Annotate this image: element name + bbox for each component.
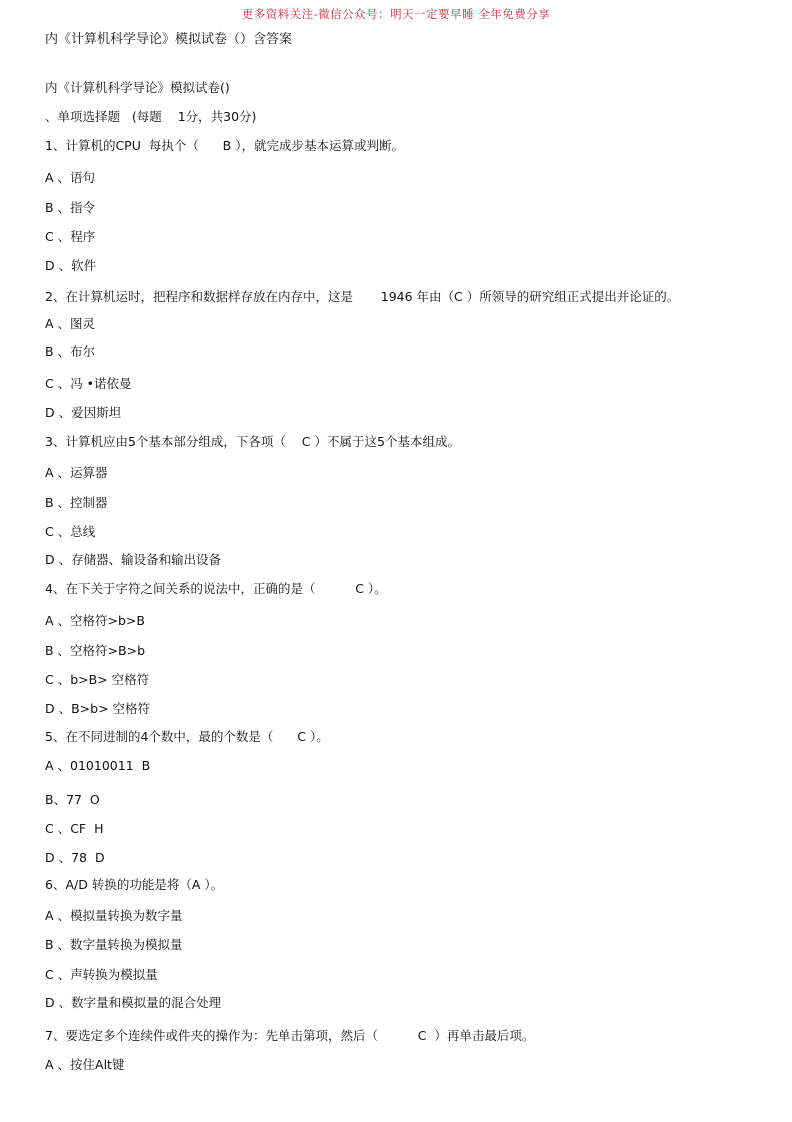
answer-option: C 、冯 •诺依曼	[45, 376, 132, 391]
answer-option: B 、布尔	[45, 344, 96, 359]
question-text: 3、计算机应由5个基本部分组成，下各项（ C ）不属于这5个基本组成。	[45, 434, 460, 449]
answer-option: A 、按住Alt键	[45, 1057, 125, 1072]
answer-option: D 、存储器、输设备和输出设备	[45, 552, 222, 567]
answer-option: B 、控制器	[45, 495, 108, 510]
answer-option: A 、模拟量转换为数字量	[45, 908, 183, 923]
answer-option: A 、运算器	[45, 465, 108, 480]
document-title: 内《计算机科学导论》模拟试卷（）含答案	[45, 32, 293, 47]
answer-option: B 、指令	[45, 200, 96, 215]
exam-title: 内《计算机科学导论》模拟试卷()	[45, 80, 230, 95]
question-text: 1、计算机的CPU 每执个（ B ），就完成步基本运算或判断。	[45, 138, 404, 153]
answer-option: D 、B>b> 空格符	[45, 701, 151, 716]
answer-option: D 、数字量和模拟量的混合处理	[45, 995, 222, 1010]
answer-option: A 、语句	[45, 170, 96, 185]
answer-option: A 、图灵	[45, 316, 96, 331]
answer-option: D 、软件	[45, 258, 97, 273]
answer-option: D 、爱因斯坦	[45, 405, 122, 420]
question-text: 4、在下关于字符之间关系的说法中，正确的是（ C ）。	[45, 581, 387, 596]
answer-option: D 、78 D	[45, 850, 105, 865]
section-heading: 、单项选择题 (每题 1分，共30分)	[45, 109, 257, 124]
answer-option: C 、声转换为模拟量	[45, 967, 158, 982]
watermark-banner: 更多资料关注-微信公众号：明天一定要早睡 全年免费分享	[241, 7, 551, 21]
answer-option: B 、空格符>B>b	[45, 643, 146, 658]
question-text: 2、在计算机运时，把程序和数据样存放在内存中，这是 1946 年由（C ）所领导的研究组正式提出并论证的。	[45, 289, 680, 304]
answer-option: B 、数字量转换为模拟量	[45, 937, 183, 952]
answer-option: C 、b>B> 空格符	[45, 672, 150, 687]
answer-option: A 、空格符>b>B	[45, 613, 145, 628]
answer-option: C 、程序	[45, 229, 96, 244]
answer-option: C 、总线	[45, 524, 96, 539]
answer-option: A 、01010011 B	[45, 758, 151, 773]
question-text: 7、要选定多个连续件或件夹的操作为：先单击第项，然后（ C ）再单击最后项。	[45, 1028, 535, 1043]
answer-option: B、77 O	[45, 792, 100, 807]
question-text: 6、A/D 转换的功能是将（A ）。	[45, 877, 224, 892]
question-text: 5、在不同进制的4个数中，最的个数是（ C ）。	[45, 729, 329, 744]
answer-option: C 、CF H	[45, 821, 104, 836]
